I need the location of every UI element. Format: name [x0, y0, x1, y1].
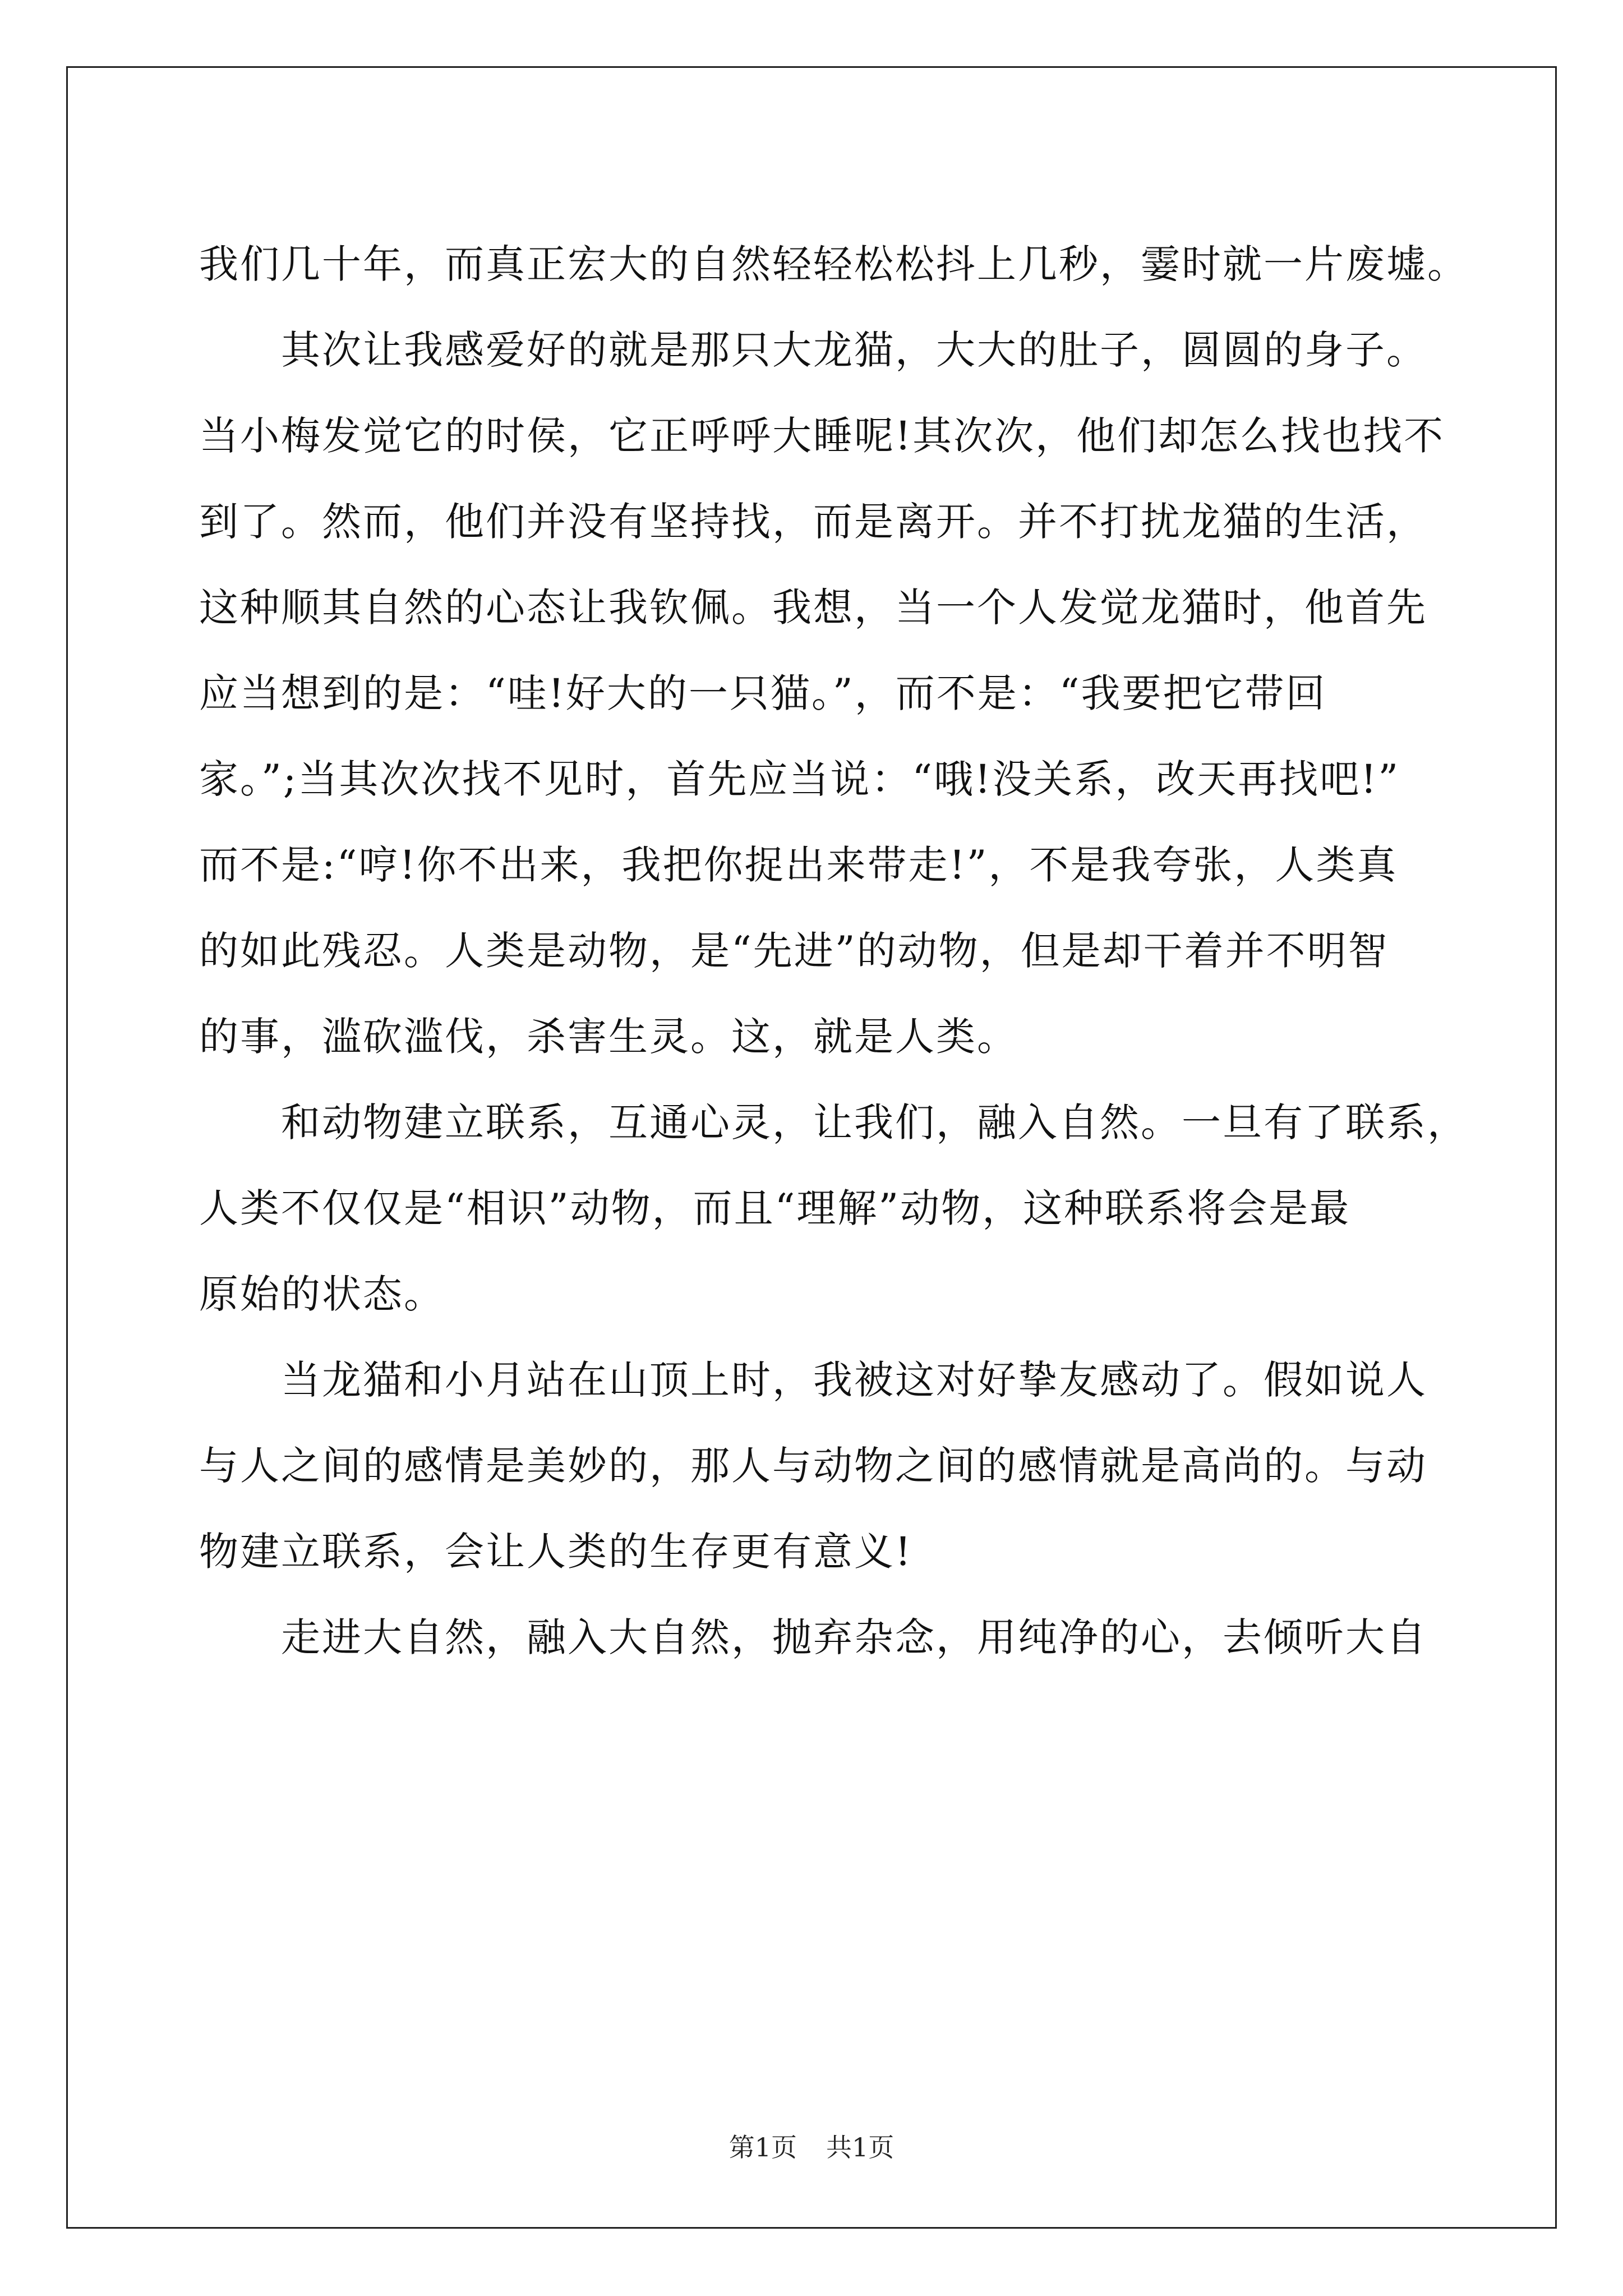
text-line: 和动物建立联系，互通心灵，让我们，融入自然。一旦有了联系，	[199, 1099, 1468, 1145]
body-text	[199, 222, 1468, 1681]
text-line: 的事，滥砍滥伐，杀害生灵。这，就是人类。	[199, 1014, 1018, 1060]
text-line: 家。”;当其次次找不见时，首先应当说：“哦!没关系，改天再找吧!”	[199, 756, 1400, 802]
text-line: 而不是:“哼!你不出来，我把你捉出来带走!”，不是我夸张，人类真	[199, 842, 1398, 888]
text-line: 物建立联系，会让人类的生存更有意义!	[199, 1529, 913, 1575]
page-footer	[0, 2127, 1623, 2164]
text-line: 与人之间的感情是美妙的，那人与动物之间的感情就是高尚的。与动	[199, 1443, 1427, 1489]
text-line: 走进大自然，融入大自然，抛弃杂念，用纯净的心，去倾听大自	[199, 1614, 1427, 1660]
text-line: 当龙猫和小月站在山顶上时，我被这对好挚友感动了。假如说人	[199, 1357, 1427, 1403]
text-line: 我们几十年，而真正宏大的自然轻轻松松抖上几秒，霎时就一片废墟。	[199, 241, 1468, 287]
text-line: 当小梅发觉它的时侯，它正呼呼大睡呢!其次次，他们却怎么找也找不	[199, 413, 1445, 459]
text-line: 原始的状态。	[199, 1271, 445, 1317]
text-line: 应当想到的是：“哇!好大的一只猫。”，而不是：“我要把它带回	[199, 670, 1327, 716]
text-line: 到了。然而，他们并没有坚持找，而是离开。并不打扰龙猫的生活，	[199, 499, 1427, 545]
page-number: 第1页	[728, 2132, 797, 2162]
page-total: 共1页	[826, 2132, 895, 2162]
text-line: 这种顺其自然的心态让我钦佩。我想，当一个人发觉龙猫时，他首先	[199, 585, 1427, 631]
text-line: 其次让我感爱好的就是那只大龙猫，大大的肚子，圆圆的身子。	[199, 327, 1427, 373]
text-line: 人类不仅仅是“相识”动物，而且“理解”动物，这种联系将会是最	[199, 1185, 1351, 1231]
text-line: 的如此残忍。人类是动物，是“先进”的动物，但是却干着并不明智	[199, 928, 1389, 974]
